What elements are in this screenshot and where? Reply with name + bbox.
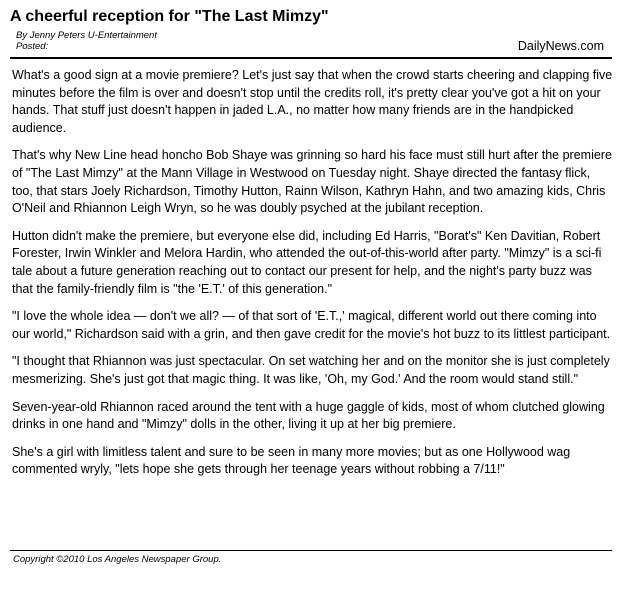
article-body (12, 67, 614, 489)
copyright-notice: Copyright ©2010 Los Angeles Newspaper Group. (13, 554, 222, 565)
byline-block (16, 30, 157, 52)
article-paragraph: Hutton didn't make the premiere, but everyone else did, including Ed Harris, "Borat's" Ken Davitian, Robert Forester, Irwin Winkler and Melora Hardin, who attended the out-of-this-world after party. "Mimzy" is a sci-fi tale about a future generation reaching out to contact our present for help, and the night's party buzz was that the family-friendly film is "the 'E.T.' of this generation." (12, 228, 602, 296)
source-name: DailyNews.com (517, 39, 604, 53)
header-divider (10, 57, 612, 59)
article-paragraph: That's why New Line head honcho Bob Shaye was grinning so hard his face must still hurt after the premiere of "The Last Mimzy" at the Mann Village in Westwood on Tuesday night. Shaye directed the fantasy flick, too, that stars Joely Richardson, Timothy Hutton, Rainn Wilson, Kathryn Hahn, and two amazing kids, Chris O'Neil and Rhiannon Leigh Wryn, so he was doubly psyched at the jubilant reception. (12, 148, 612, 216)
author-byline: By Jenny Peters U-Entertainment (16, 30, 157, 41)
article-headline: A cheerful reception for "The Last Mimzy" (10, 8, 329, 25)
article-paragraph: What's a good sign at a movie premiere? Let's just say that when the crowd starts cheering and clapping five minutes before the film is over and doesn't stop until the credits roll, it's pretty clear you've got a hit on your hands. That stuff just doesn't happen in jaded L.A., no matter how many friends are in the handpicked audience. (12, 68, 613, 135)
article-paragraph: "I love the whole idea — don't we all? — of that sort of 'E.T.,' magical, different world out there coming into our world," Richardson said with a grin, and then gave credit for the movie's hot buzz to its littlest participant. (12, 309, 611, 341)
footer-divider (10, 550, 612, 551)
article-paragraph: Seven-year-old Rhiannon raced around the tent with a huge gaggle of kids, most of whom clutched glowing drinks in one hand and "Mimzy" dolls in the other, living it up at her big premiere. (12, 399, 605, 432)
posted-label: Posted: (16, 41, 49, 52)
article-paragraph: She's a girl with limitless talent and sure to be seen in many more movies; but as one Hollywood wag commented wryly, "lets hope she gets through her teenage years without robbing a 7/11!" (12, 444, 571, 477)
article-paragraph: "I thought that Rhiannon was just spectacular. On set watching her and on the monitor she is just completely mesmerizing. She's just got that magic thing. It was like, 'Oh, my God.' And the room would stand still." (12, 354, 610, 386)
